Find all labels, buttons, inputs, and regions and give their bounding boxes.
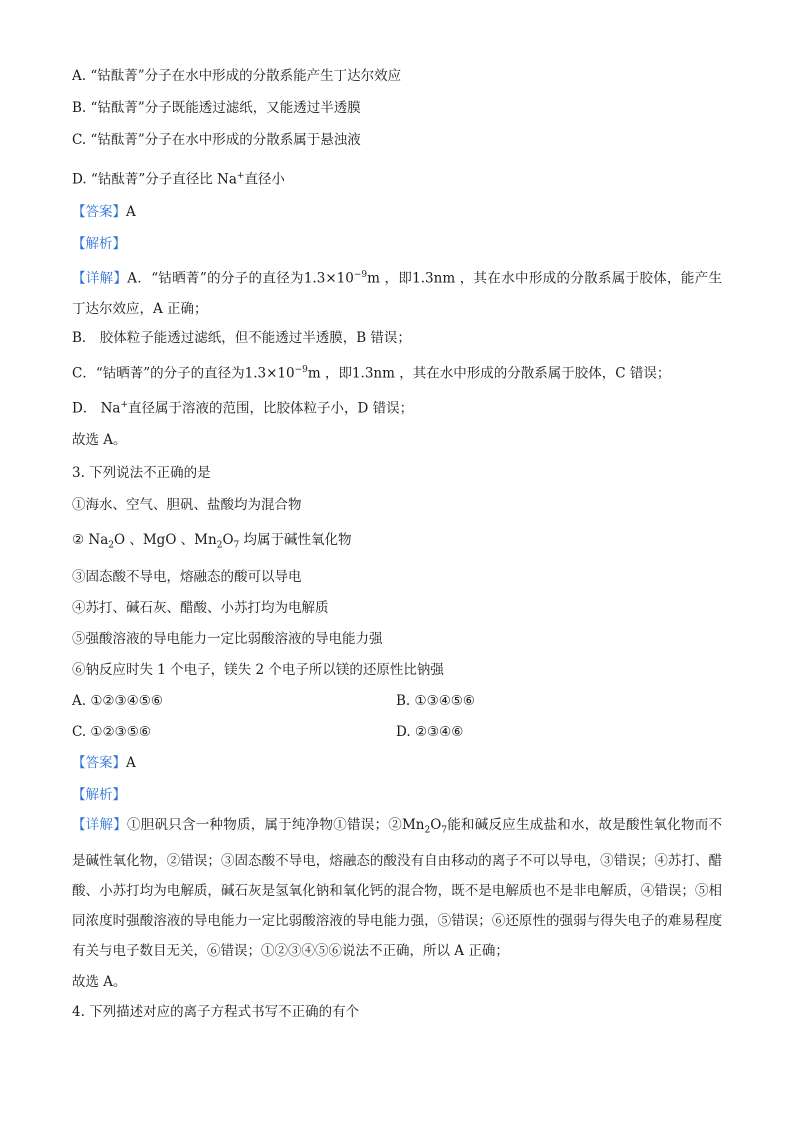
- q3-s2-sub3: 7: [233, 540, 240, 551]
- q2-detail-b: B． 胶体粒子能透过滤纸，但不能透过半透膜，B 错误；: [72, 330, 411, 346]
- q2-answer: [72, 203, 136, 221]
- q3-statement-2: [72, 531, 352, 555]
- answer-tag: 【答案】: [72, 204, 126, 220]
- q2-detail-d: [72, 396, 413, 418]
- q4-stem: 4. 下列描述对应的离子方程式书写不正确的有个: [72, 1004, 360, 1020]
- q3-statement-3: ③固态酸不导电，熔融态的酸可以导电: [72, 569, 302, 585]
- q3-answer: [72, 754, 136, 772]
- q3-detail-text2: O: [430, 817, 442, 833]
- analysis-tag: 【解析】: [72, 787, 126, 803]
- q3-s2-b: O 、MgO 、Mn: [114, 532, 217, 548]
- q3-s2-c: O: [222, 532, 234, 548]
- q3-option-b: B. ①③④⑤⑥: [396, 693, 476, 709]
- q2-detail-a: [72, 260, 722, 324]
- q3-detail: [72, 810, 722, 966]
- q2-detail-a-exp: −9: [353, 270, 368, 280]
- q3-statement-4: ④苏打、碱石灰、醋酸、小苏打均为电解质: [72, 600, 329, 616]
- q3-detail-sub2: 7: [441, 825, 448, 836]
- q2-detail-c-exp: −9: [294, 365, 308, 375]
- q3-s2-sub2: 2: [216, 540, 223, 551]
- q2-detail-c-text1: C．“钴晒菁”的分子的直径为1.3×10: [72, 365, 295, 382]
- analysis-tag: 【解析】: [72, 236, 126, 252]
- q2-option-b: B. “钴酞菁”分子既能透过滤纸，又能透过半透膜: [72, 100, 361, 116]
- answer-value: A: [126, 204, 136, 220]
- answer-value: A: [126, 755, 136, 771]
- q3-statement-1: ①海水、空气、胆矾、盐酸均为混合物: [72, 497, 302, 513]
- q3-option-a: A. ①②③④⑤⑥: [72, 693, 163, 709]
- q2-detail-d-text2: 直径属于溶液的范围，比胶体粒子小，D 错误；: [128, 400, 414, 417]
- q2-detail-d-text1: D． Na: [72, 400, 121, 417]
- q3-conclusion: 故选 A。: [72, 974, 127, 990]
- q3-detail-text1: ①胆矾只含一种物质，属于纯净物①错误；②Mn: [127, 817, 425, 833]
- q3-option-c: C. ①②③⑤⑥: [72, 724, 151, 740]
- q2-detail-d-sup: +: [120, 400, 129, 410]
- q2-option-d-sup: +: [236, 171, 245, 181]
- q2-option-c: C. “钴酞菁”分子在水中形成的分散系属于悬浊液: [72, 132, 361, 148]
- q3-stem: 3. 下列说法不正确的是: [72, 465, 211, 481]
- q2-detail-a-text1: A．“钴晒菁”的分子的直径为1.3×10: [127, 270, 354, 287]
- q3-s2-a: ② Na: [72, 532, 109, 548]
- q3-s2-d: 均属于碱性氧化物: [239, 532, 352, 548]
- q3-analysis: [72, 786, 126, 804]
- detail-tag: 【详解】: [72, 817, 127, 833]
- q3-statement-6: ⑥钠反应时失 1 个电子，镁失 2 个电子所以镁的还原性比钠强: [72, 662, 444, 678]
- q2-detail-a-text2: m ，即1.3nm ，其在水中形成的分散系属于胶体，能产生丁达尔效应，A 正确；: [72, 270, 723, 317]
- q3-detail-text3: 能和碱反应生成盐和水，故是酸性氧化物而不是碱性氧化物，②错误；③固态酸不导电，熔融态的酸没有自由移动的离子不可以导电，③错误；④苏打、醋酸、小苏打均为电解质，碱石灰是氢氧化钠和氧化钙的混合物，既不是电解质也不是非电解质，④错误；⑤相同浓度时强酸溶液的导电能力一定比弱酸溶液的导电能力强，⑤错误；⑥还原性的强弱与得失电子的难易程度有关与电子数目无关，⑥错误；①②③④⑤⑥说法不正确，所以 A 正确；: [72, 817, 722, 959]
- q2-detail-c: [72, 361, 670, 383]
- q3-option-d: D. ②③④⑥: [396, 724, 464, 740]
- q2-detail-c-text2: m ，即1.3nm ，其在水中形成的分散系属于胶体，C 错误；: [307, 365, 671, 382]
- q3-detail-sub1: 2: [424, 825, 431, 836]
- q2-option-d-text: D. “钴酞菁”分子直径比 Na: [72, 171, 237, 188]
- q2-option-a: A. “钴酞菁”分子在水中形成的分散系能产生丁达尔效应: [72, 68, 402, 84]
- q2-option-d-tail: 直径小: [244, 171, 285, 188]
- q2-analysis: [72, 235, 126, 253]
- q3-statement-5: ⑤强酸溶液的导电能力一定比弱酸溶液的导电能力强: [72, 631, 383, 647]
- detail-tag: 【详解】: [72, 270, 128, 287]
- answer-tag: 【答案】: [72, 755, 126, 771]
- q3-s2-sub1: 2: [108, 540, 114, 551]
- q2-conclusion: 故选 A。: [72, 432, 127, 448]
- q2-option-d: [72, 167, 285, 189]
